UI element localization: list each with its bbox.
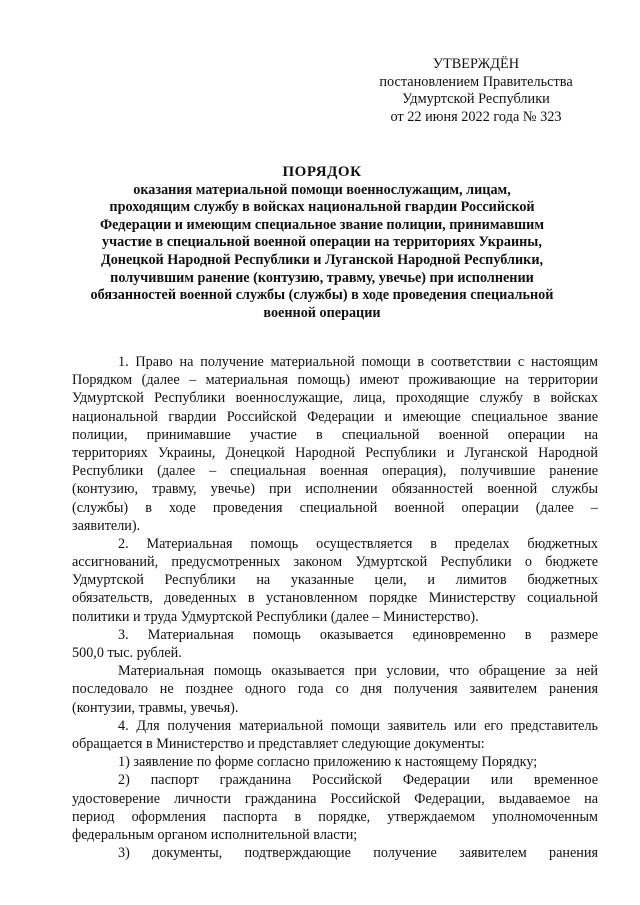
approval-stamp: [360, 56, 592, 126]
body-line: 2. Материальная помощь осуществляется в пределах бюджетных: [118, 535, 598, 552]
body-line: 1) заявление по форме согласно приложению к настоящему Порядку;: [118, 754, 538, 771]
title-line: получившим ранение (контузию, травму, увечье) при исполнении: [110, 269, 534, 286]
body-line: ассигнований, предусмотренных законом Удмуртской Республики о бюджете: [72, 554, 598, 571]
title-line: оказания материальной помощи военнослужащим, лицам,: [133, 181, 511, 198]
body-line: заявители).: [72, 517, 141, 534]
body-line: Удмуртской Республики на указанные цели, и лимитов бюджетных: [72, 572, 598, 589]
body-line: федеральным органом исполнительной власти;: [72, 826, 358, 843]
body-line: (контузию, травму, увечье) при исполнении обязанностей военной службы: [72, 481, 598, 498]
document-body: [72, 353, 598, 862]
body-line: 1. Право на получение материальной помощи в соответствии с настоящим: [118, 354, 598, 370]
title-line: обязанностей военной службы (службы) в ходе проведения специальной: [90, 287, 554, 304]
title-line: военной операции: [263, 304, 381, 321]
body-line: Материальная помощь оказывается при условии, что обращение за ней: [118, 663, 598, 680]
title-line: проходящим службу в войсках национальной гвардии Российской: [109, 199, 535, 216]
body-line: Республики (далее – специальная военная операция), получившие ранение: [72, 463, 598, 480]
body-line: (службы) в ходе проведения специальной военной операции (далее –: [72, 499, 598, 516]
title-line: Донецкой Народной Республики и Луганской Народной Республики,: [100, 251, 544, 268]
body-line: обращается в Министерство и представляет следующие документы:: [72, 735, 485, 752]
body-line: период оформления паспорта в порядке, утверждаемом уполномоченным: [72, 808, 598, 825]
body-line: 500,0 тыс. рублей.: [72, 645, 182, 661]
approval-line-2: постановлением Правительства: [379, 73, 573, 90]
body-line: политики и труда Удмуртской Республики (далее – Министерство).: [72, 608, 479, 625]
body-line: территориях Украины, Донецкой Народной Республики и Луганской Народной: [72, 444, 598, 461]
title-heading: ПОРЯДОК: [282, 164, 362, 180]
body-line: (контузии, травмы, увечья).: [72, 699, 239, 716]
body-line: 3. Материальная помощь оказывается единовременно в размере: [118, 626, 598, 643]
title-line: участие в специальной военной операции на территориях Украины,: [102, 234, 542, 251]
body-line: Порядком (далее – материальная помощь) имеют проживающие на территории: [72, 372, 598, 389]
body-line: 2) паспорт гражданина Российской Федерации или временное: [118, 772, 598, 789]
body-line: последовало не позднее одного года со дня получения заявителем ранения: [72, 681, 598, 698]
document-title: [72, 164, 572, 322]
approval-line-4: от 22 июня 2022 года № 323: [390, 108, 562, 125]
title-line: Федерации и имеющим специальное звание полиции, принимавшим: [99, 216, 544, 233]
body-line: Удмуртской Республики военнослужащие, лица, проходящие службу в войсках: [72, 390, 598, 407]
body-line: 3) документы, подтверждающие получение заявителем ранения: [118, 845, 598, 862]
approval-line-3: Удмуртской Республики: [402, 91, 550, 108]
approval-line-1: УТВЕРЖДЁН: [432, 56, 520, 72]
body-line: полиции, принимавшие участие в специальной военной операции на: [72, 426, 598, 443]
body-line: удостоверение личности гражданина Российской Федерации, выдаваемое на: [72, 790, 598, 807]
body-line: 4. Для получения материальной помощи заявитель или его представитель: [118, 717, 598, 734]
body-line: обязательств, доведенных в установленном порядке Министерству социальной: [72, 590, 598, 607]
body-line: национальной гвардии Российской Федерации и имеющие специальное звание: [72, 408, 598, 425]
